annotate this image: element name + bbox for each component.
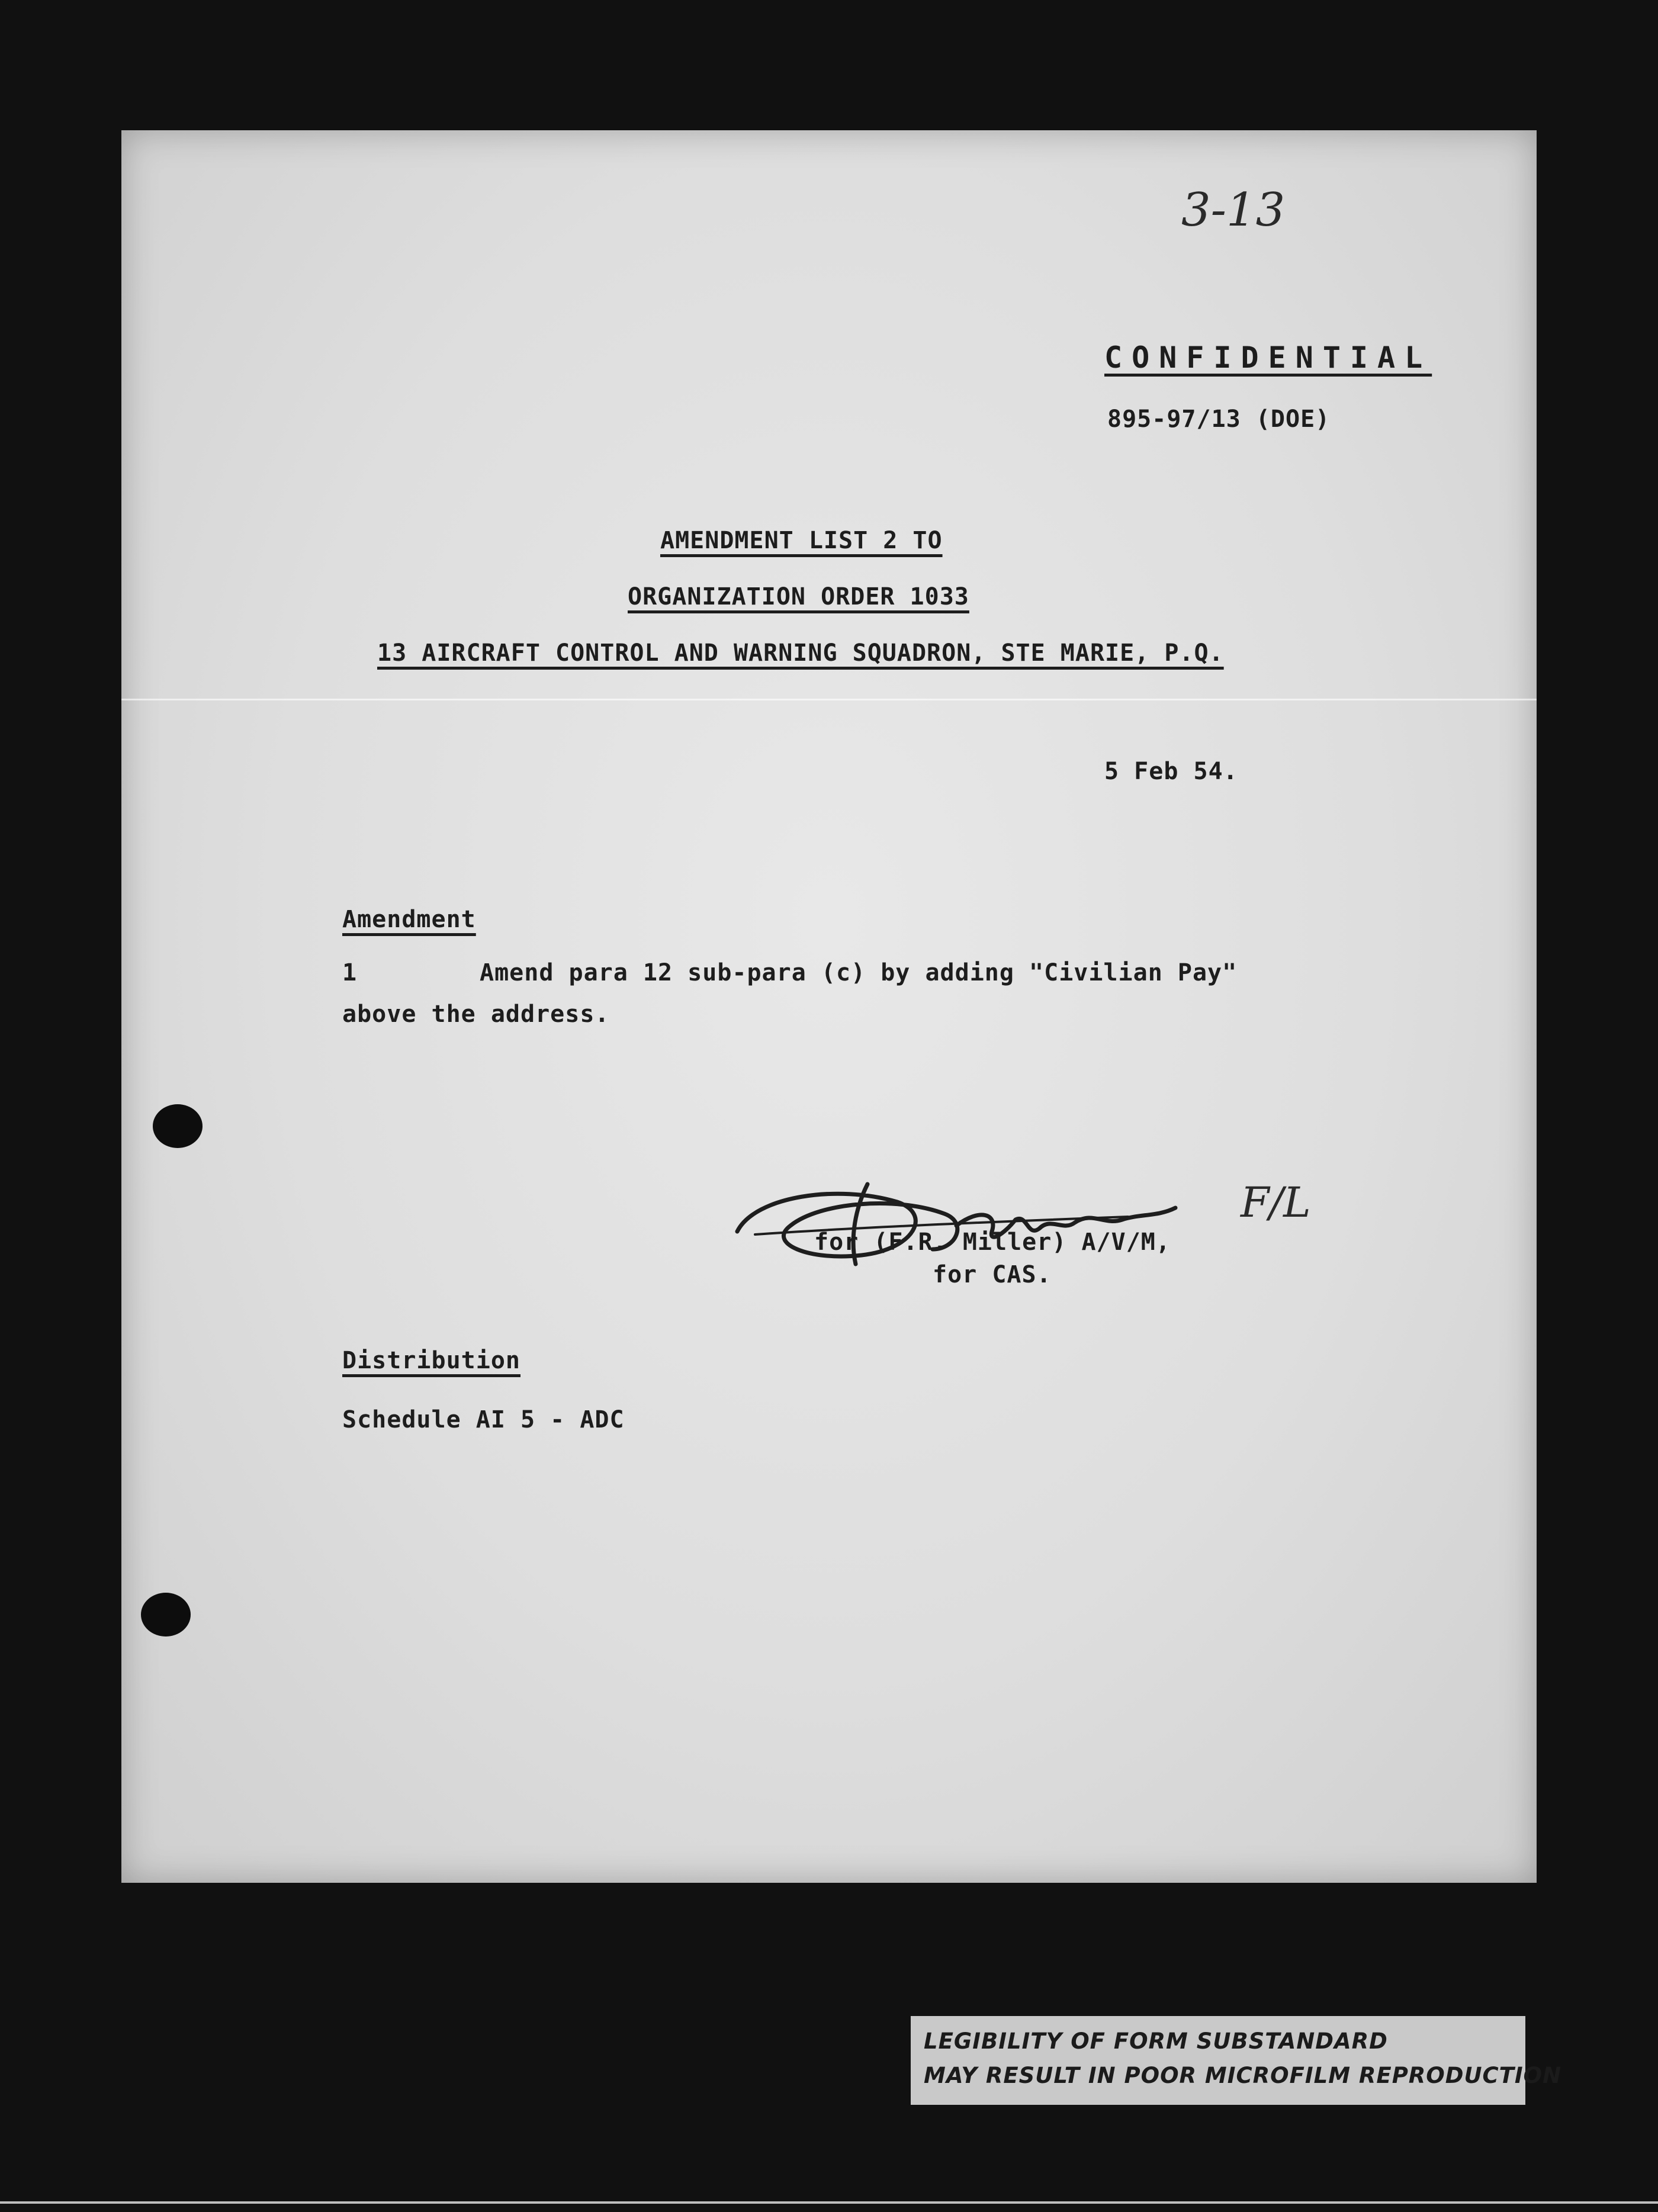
punch-hole-bottom xyxy=(141,1593,191,1637)
notice-line-1: LEGIBILITY OF FORM SUBSTANDARD xyxy=(924,2028,1388,2054)
microfilm-legibility-notice xyxy=(911,2016,1562,2105)
distribution-heading: Distribution xyxy=(342,1347,520,1374)
signature-initials: F/L xyxy=(1241,1178,1311,1227)
film-edge-line xyxy=(0,2201,1658,2204)
document-page xyxy=(121,130,1537,1883)
page-number: 3-13 xyxy=(1181,184,1286,237)
signatory-line-1: for (F.R. Miller) A/V/M, xyxy=(814,1229,1171,1256)
notice-line-2: MAY RESULT IN POOR MICROFILM REPRODUCTION xyxy=(924,2063,1562,2088)
distribution-entry: Schedule AI 5 - ADC xyxy=(342,1406,625,1433)
amendment-text-line-2: above the address. xyxy=(342,1001,610,1028)
signatory-line-2: for CAS. xyxy=(933,1261,1052,1288)
fold-line xyxy=(121,699,1537,700)
document-date: 5 Feb 54. xyxy=(1104,758,1238,785)
amendment-heading: Amendment xyxy=(342,906,476,933)
classification-marking: CONFIDENTIAL xyxy=(1104,340,1432,375)
title-line-3: 13 AIRCRAFT CONTROL AND WARNING SQUADRON, STE MARIE, P.Q. xyxy=(377,639,1224,667)
amendment-text-line-1: Amend para 12 sub-para (c) by adding "Civilian Pay" xyxy=(480,959,1238,986)
title-line-2: ORGANIZATION ORDER 1033 xyxy=(628,583,969,610)
amendment-item-number: 1 xyxy=(342,959,358,986)
file-reference: 895-97/13 (DOE) xyxy=(1107,406,1331,433)
title-line-1: AMENDMENT LIST 2 TO xyxy=(660,527,943,554)
punch-hole-top xyxy=(153,1104,203,1148)
